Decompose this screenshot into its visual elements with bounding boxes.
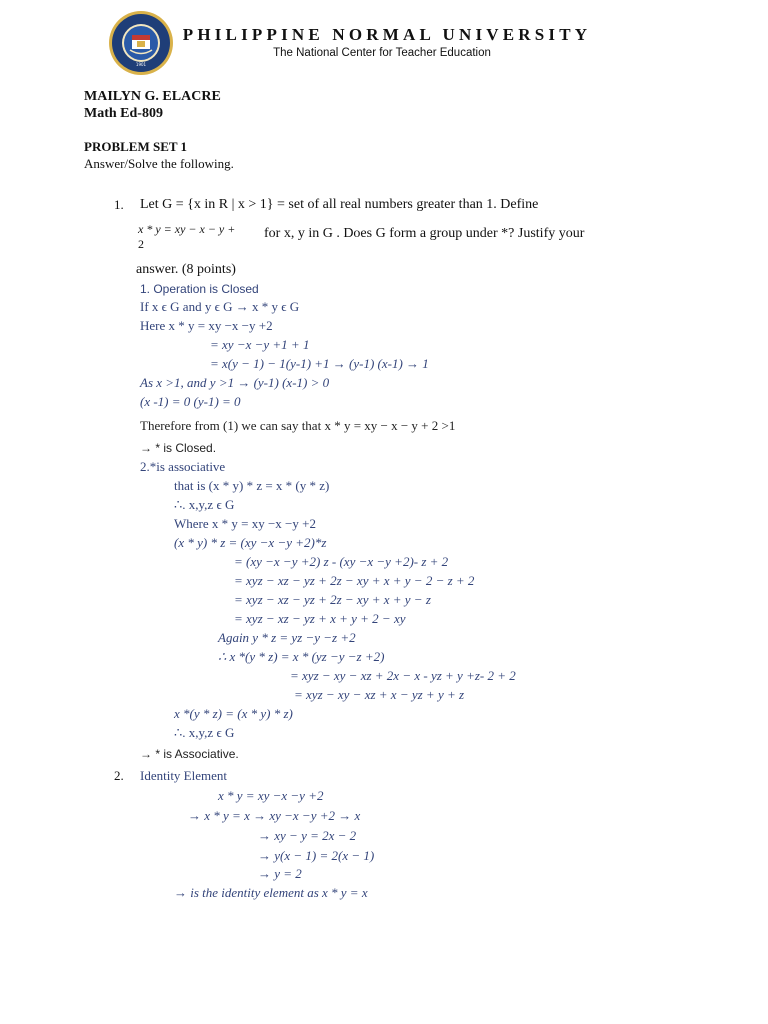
identity-heading: Identity Element [140,768,228,783]
is-associative-result: → * is Associative. [140,747,239,761]
associativity-line: = xyz − xz − yz + 2z − xy + x + y − z [234,592,431,607]
closure-line: (x -1) = 0 (y-1) = 0 [140,394,241,409]
problem-1-operation: x * y = xy − x − y + [138,222,236,236]
problem-1-domain: for x, y in G . Does G form a group under *? Justify your [264,226,585,241]
associativity-line: = xyz − xz − yz + 2z − xy + x + y − 2 − z + 2 [234,573,475,588]
closure-line: If x ϵ G and y ϵ G → x * y ϵ G [140,299,300,314]
associativity-line: x *(y * z) = (x * y) * z) [174,706,293,721]
identity-line: → xy − y = 2x − 2 [258,828,357,843]
associativity-line: (x * y) * z = (xy −x −y +2)*z [174,535,327,550]
student-name: MAILYN G. ELACRE [84,89,221,104]
identity-line: → x * y = x → xy −x −y +2 → x [188,808,361,823]
problem-1-statement: Let G = {x in R | x > 1} = set of all real numbers greater than 1. Define [140,197,539,212]
is-closed-result: → * is Closed. [140,441,217,455]
university-name: PHILIPPINE NORMAL UNIVERSITY [182,25,592,44]
problem-set-title: PROBLEM SET 1 [84,139,188,154]
problem-2-number: 2. [114,768,124,783]
closure-line: = x(y − 1) − 1(y-1) +1 → (y-1) (x-1) → 1 [210,356,429,371]
university-seal-logo [108,10,174,76]
problem-1-operation-constant: 2 [138,237,144,251]
svg-text:1901: 1901 [135,62,147,67]
associativity-line: = xyz − xz − yz + x + y + 2 − xy [234,611,406,626]
problem-1-points: answer. (8 points) [136,262,236,277]
associativity-line: = xyz − xy − xz + x − yz + y + z [294,687,465,702]
identity-line: x * y = xy −x −y +2 [218,788,324,803]
closure-line: = xy −x −y +1 + 1 [210,337,310,352]
identity-line: → is the identity element as x * y = x [174,885,368,900]
associativity-line: = (xy −x −y +2) z - (xy −x −y +2)- z + 2 [234,554,449,569]
associativity-line: ∴ x *(y * z) = x * (yz −y −z +2) [218,649,385,664]
closure-line: As x >1, and y >1 → (y-1) (x-1) > 0 [140,375,330,390]
associativity-line: that is (x * y) * z = x * (y * z) [174,478,330,493]
course-code: Math Ed-809 [84,106,163,121]
associativity-line: ∴. x,y,z ϵ G [174,725,235,740]
associativity-line: = xyz − xy − xz + 2x − x - yz + y +z- 2 + 2 [290,668,516,683]
closure-line: Here x * y = xy −x −y +2 [140,318,273,333]
closure-conclusion: Therefore from (1) we can say that x * y = xy − x − y + 2 >1 [140,418,456,433]
associativity-line: Where x * y = xy −x −y +2 [174,516,316,531]
associativity-line: Again y * z = yz −y −z +2 [218,630,356,645]
problem-1-number: 1. [114,197,124,212]
associativity-heading: 2.*is associative [140,459,226,474]
identity-line: → y(x − 1) = 2(x − 1) [258,848,375,863]
problem-set-instruction: Answer/Solve the following. [84,156,234,171]
closure-heading: 1. Operation is Closed [140,282,259,296]
identity-line: → y = 2 [258,866,302,881]
university-subtitle: The National Center for Teacher Education [273,47,491,59]
associativity-line: ∴. x,y,z ϵ G [174,497,235,512]
